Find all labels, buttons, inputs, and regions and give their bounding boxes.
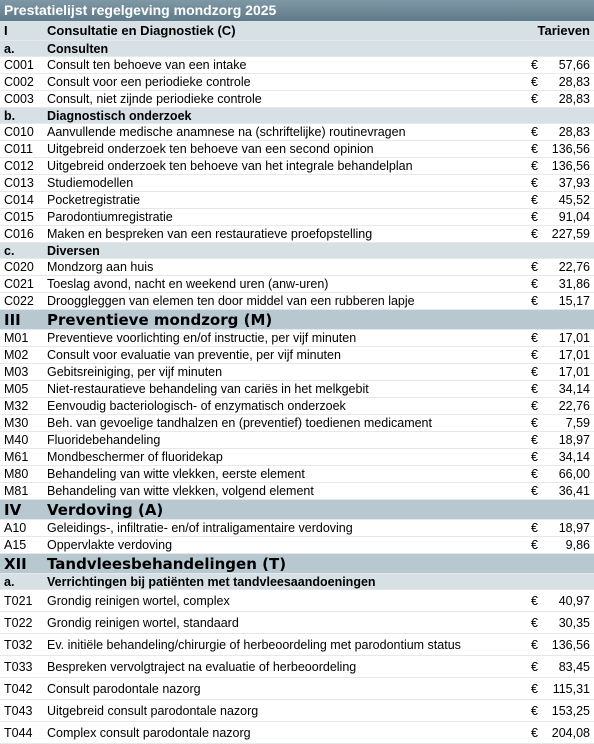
table-row [0, 520, 594, 537]
table-row [0, 398, 594, 415]
row-description: Preventieve voorlichting en/of instructie, per vijf minuten [47, 331, 357, 345]
row-description: Verdoving (A) [47, 501, 164, 519]
row-code: M02 [4, 348, 29, 362]
row-amount: 18,97 [558, 521, 590, 535]
row-amount: 83,45 [558, 660, 590, 674]
row-code: a. [4, 42, 15, 56]
table-row [0, 330, 594, 347]
currency-symbol: € [531, 484, 538, 498]
row-code: M03 [4, 365, 29, 379]
row-description: Geleidings-, infiltratie- en/of intraligamentaire verdoving [47, 521, 353, 535]
tarieven-header: Tarieven [537, 23, 590, 38]
row-amount: 36,41 [558, 484, 590, 498]
row-amount: 22,76 [558, 260, 590, 274]
row-description: Behandeling van witte vlekken, eerste element [47, 467, 305, 481]
subsection-header [0, 108, 594, 124]
currency-symbol: € [531, 92, 538, 106]
currency-symbol: € [531, 682, 538, 696]
table-row [0, 293, 594, 310]
currency-symbol: € [531, 125, 538, 139]
row-code: C020 [4, 260, 34, 274]
currency-symbol: € [531, 142, 538, 156]
currency-symbol: € [531, 331, 538, 345]
table-row [0, 74, 594, 91]
currency-symbol: € [531, 260, 538, 274]
currency-symbol: € [531, 594, 538, 608]
row-code: A10 [4, 521, 27, 535]
row-description: Diversen [47, 244, 100, 258]
row-amount: 40,97 [558, 594, 590, 608]
row-amount: 136,56 [551, 638, 590, 652]
row-code: C010 [4, 125, 34, 139]
section-header [0, 500, 594, 520]
row-amount: 45,52 [558, 193, 590, 207]
row-code: T022 [4, 616, 33, 630]
row-code: T044 [4, 726, 33, 740]
row-description: Grondig reinigen wortel, standaard [47, 616, 239, 630]
row-description: Consult ten behoeve van een intake [47, 58, 247, 72]
section-roman: I [4, 23, 8, 38]
row-amount: 136,56 [551, 142, 590, 156]
row-amount: 28,83 [558, 92, 590, 106]
row-amount: 91,04 [558, 210, 590, 224]
row-amount: 30,35 [558, 616, 590, 630]
section-header [0, 310, 594, 330]
row-code: M01 [4, 331, 29, 345]
table-row [0, 364, 594, 381]
row-code: M61 [4, 450, 29, 464]
row-amount: 28,83 [558, 125, 590, 139]
table-row [0, 634, 594, 656]
row-code: T043 [4, 704, 33, 718]
row-description: Uitgebreid consult parodontale nazorg [47, 704, 259, 718]
row-description: Uitgebreid onderzoek ten behoeve van een second opinion [47, 142, 374, 156]
row-description: Grondig reinigen wortel, complex [47, 594, 230, 608]
row-amount: 34,14 [558, 382, 590, 396]
currency-symbol: € [531, 467, 538, 481]
currency-symbol: € [531, 75, 538, 89]
currency-symbol: € [531, 58, 538, 72]
row-code: C013 [4, 176, 34, 190]
row-description: Verrichtingen bij patiënten met tandvleesaandoeningen [47, 575, 376, 589]
row-description: Preventieve mondzorg (M) [47, 311, 273, 329]
table-row [0, 209, 594, 226]
table-row [0, 432, 594, 449]
row-code: M80 [4, 467, 29, 481]
row-description: Beh. van gevoelige tandhalzen en (preventief) toedienen medicament [47, 416, 432, 430]
table-row [0, 57, 594, 74]
row-amount: 115,31 [552, 682, 590, 696]
row-code: T042 [4, 682, 33, 696]
row-description: Consulten [47, 42, 109, 56]
row-code: C021 [4, 277, 34, 291]
row-code: b. [4, 109, 16, 123]
table-row [0, 449, 594, 466]
row-code: M40 [4, 433, 29, 447]
row-code: XII [4, 555, 27, 573]
table-row [0, 175, 594, 192]
row-code: T021 [4, 594, 33, 608]
section-header [0, 554, 594, 574]
table-row [0, 124, 594, 141]
table-row [0, 347, 594, 364]
row-amount: 17,01 [558, 365, 590, 379]
row-code: T032 [4, 638, 33, 652]
row-description: Pocketregistratie [47, 193, 141, 207]
row-description: Studiemodellen [47, 176, 134, 190]
table-row [0, 192, 594, 209]
currency-symbol: € [531, 227, 538, 241]
table-row [0, 466, 594, 483]
row-amount: 28,83 [558, 75, 590, 89]
currency-symbol: € [531, 348, 538, 362]
row-description: Parodontiumregistratie [47, 210, 173, 224]
row-description: Bespreken vervolgtraject na evaluatie of herbeoordeling [47, 660, 357, 674]
row-amount: 34,14 [558, 450, 590, 464]
row-amount: 66,00 [558, 467, 590, 481]
row-description: Oppervlakte verdoving [47, 538, 173, 552]
table-row [0, 259, 594, 276]
currency-symbol: € [531, 450, 538, 464]
row-amount: 227,59 [551, 227, 590, 241]
row-code: A15 [4, 538, 27, 552]
currency-symbol: € [531, 365, 538, 379]
row-code: C022 [4, 294, 34, 308]
row-description: Gebitsreiniging, per vijf minuten [47, 365, 223, 379]
row-description: Fluoridebehandeling [47, 433, 161, 447]
row-amount: 17,01 [558, 348, 590, 362]
row-description: Maken en bespreken van een restauratieve proefopstelling [47, 227, 373, 241]
row-amount: 18,97 [558, 433, 590, 447]
row-description: Diagnostisch onderzoek [47, 109, 192, 123]
table-row [0, 91, 594, 108]
row-code: IV [4, 501, 22, 519]
row-amount: 37,93 [558, 176, 590, 190]
row-code: T033 [4, 660, 33, 674]
row-description: Ev. initiële behandeling/chirurgie of herbeoordeling met parodontium status [47, 638, 461, 652]
row-code: C011 [4, 142, 33, 156]
row-amount: 57,66 [558, 58, 590, 72]
currency-symbol: € [531, 704, 538, 718]
row-description: Mondzorg aan huis [47, 260, 154, 274]
currency-symbol: € [531, 616, 538, 630]
table-row [0, 381, 594, 398]
row-description: Aanvullende medische anamnese na (schriftelijke) routinevragen [47, 125, 406, 139]
currency-symbol: € [531, 193, 538, 207]
table-row [0, 483, 594, 500]
row-code: C016 [4, 227, 34, 241]
document-title: Prestatielijst regelgeving mondzorg 2025 [0, 0, 594, 21]
currency-symbol: € [531, 521, 538, 535]
row-code: C001 [4, 58, 34, 72]
row-description: Consult voor evaluatie van preventie, per vijf minuten [47, 348, 341, 362]
currency-symbol: € [531, 726, 538, 740]
row-code: C014 [4, 193, 34, 207]
row-amount: 31,86 [558, 277, 590, 291]
table-row [0, 141, 594, 158]
subsection-header [0, 41, 594, 57]
row-description: Niet-restauratieve behandeling van cariës in het melkgebit [47, 382, 369, 396]
table-row [0, 678, 594, 700]
row-description: Mondbeschermer of fluoridekap [47, 450, 223, 464]
row-code: c. [4, 244, 15, 258]
row-code: C002 [4, 75, 34, 89]
row-description: Toeslag avond, nacht en weekend uren (anw-uren) [47, 277, 329, 291]
subsection-header [0, 574, 594, 590]
table-row [0, 612, 594, 634]
row-code: C012 [4, 159, 34, 173]
row-description: Complex consult parodontale nazorg [47, 726, 251, 740]
row-description: Consult voor een periodieke controle [47, 75, 251, 89]
currency-symbol: € [531, 433, 538, 447]
row-amount: 22,76 [558, 399, 590, 413]
currency-symbol: € [531, 294, 538, 308]
row-code: III [4, 311, 21, 329]
row-code: M30 [4, 416, 29, 430]
currency-symbol: € [531, 210, 538, 224]
table-row [0, 590, 594, 612]
currency-symbol: € [531, 382, 538, 396]
table-row [0, 656, 594, 678]
row-code: C003 [4, 92, 34, 106]
row-description: Eenvoudig bacteriologisch- of enzymatisch onderzoek [47, 399, 346, 413]
row-description: Drooggleggen van elemen ten door middel van een rubberen lapje [47, 294, 415, 308]
row-description: Behandeling van witte vlekken, volgend element [47, 484, 314, 498]
currency-symbol: € [531, 538, 538, 552]
row-amount: 15,17 [558, 294, 590, 308]
table-row [0, 158, 594, 175]
row-description: Consult, niet zijnde periodieke controle [47, 92, 262, 106]
row-code: C015 [4, 210, 34, 224]
table-row [0, 537, 594, 554]
subsection-header [0, 243, 594, 259]
row-description: Tandvleesbehandelingen (T) [47, 555, 287, 573]
currency-symbol: € [531, 416, 538, 430]
row-description: Consult parodontale nazorg [47, 682, 201, 696]
table-row [0, 226, 594, 243]
row-amount: 136,56 [551, 159, 590, 173]
table-row [0, 722, 594, 744]
row-amount: 204,08 [551, 726, 590, 740]
section-title: Consultatie en Diagnostiek (C) [47, 23, 236, 38]
table-row [0, 415, 594, 432]
currency-symbol: € [531, 660, 538, 674]
row-code: M81 [4, 484, 29, 498]
row-code: M32 [4, 399, 29, 413]
section-header-consultatie [0, 21, 594, 41]
row-amount: 7,59 [565, 416, 590, 430]
row-amount: 9,86 [565, 538, 590, 552]
row-amount: 17,01 [558, 331, 590, 345]
row-code: a. [4, 575, 15, 589]
row-description: Uitgebreid onderzoek ten behoeve van het integrale behandelplan [47, 159, 413, 173]
currency-symbol: € [531, 277, 538, 291]
currency-symbol: € [531, 638, 538, 652]
row-code: M05 [4, 382, 29, 396]
currency-symbol: € [531, 176, 538, 190]
table-row [0, 700, 594, 722]
currency-symbol: € [531, 159, 538, 173]
table-row [0, 276, 594, 293]
row-amount: 153,25 [551, 704, 590, 718]
currency-symbol: € [531, 399, 538, 413]
